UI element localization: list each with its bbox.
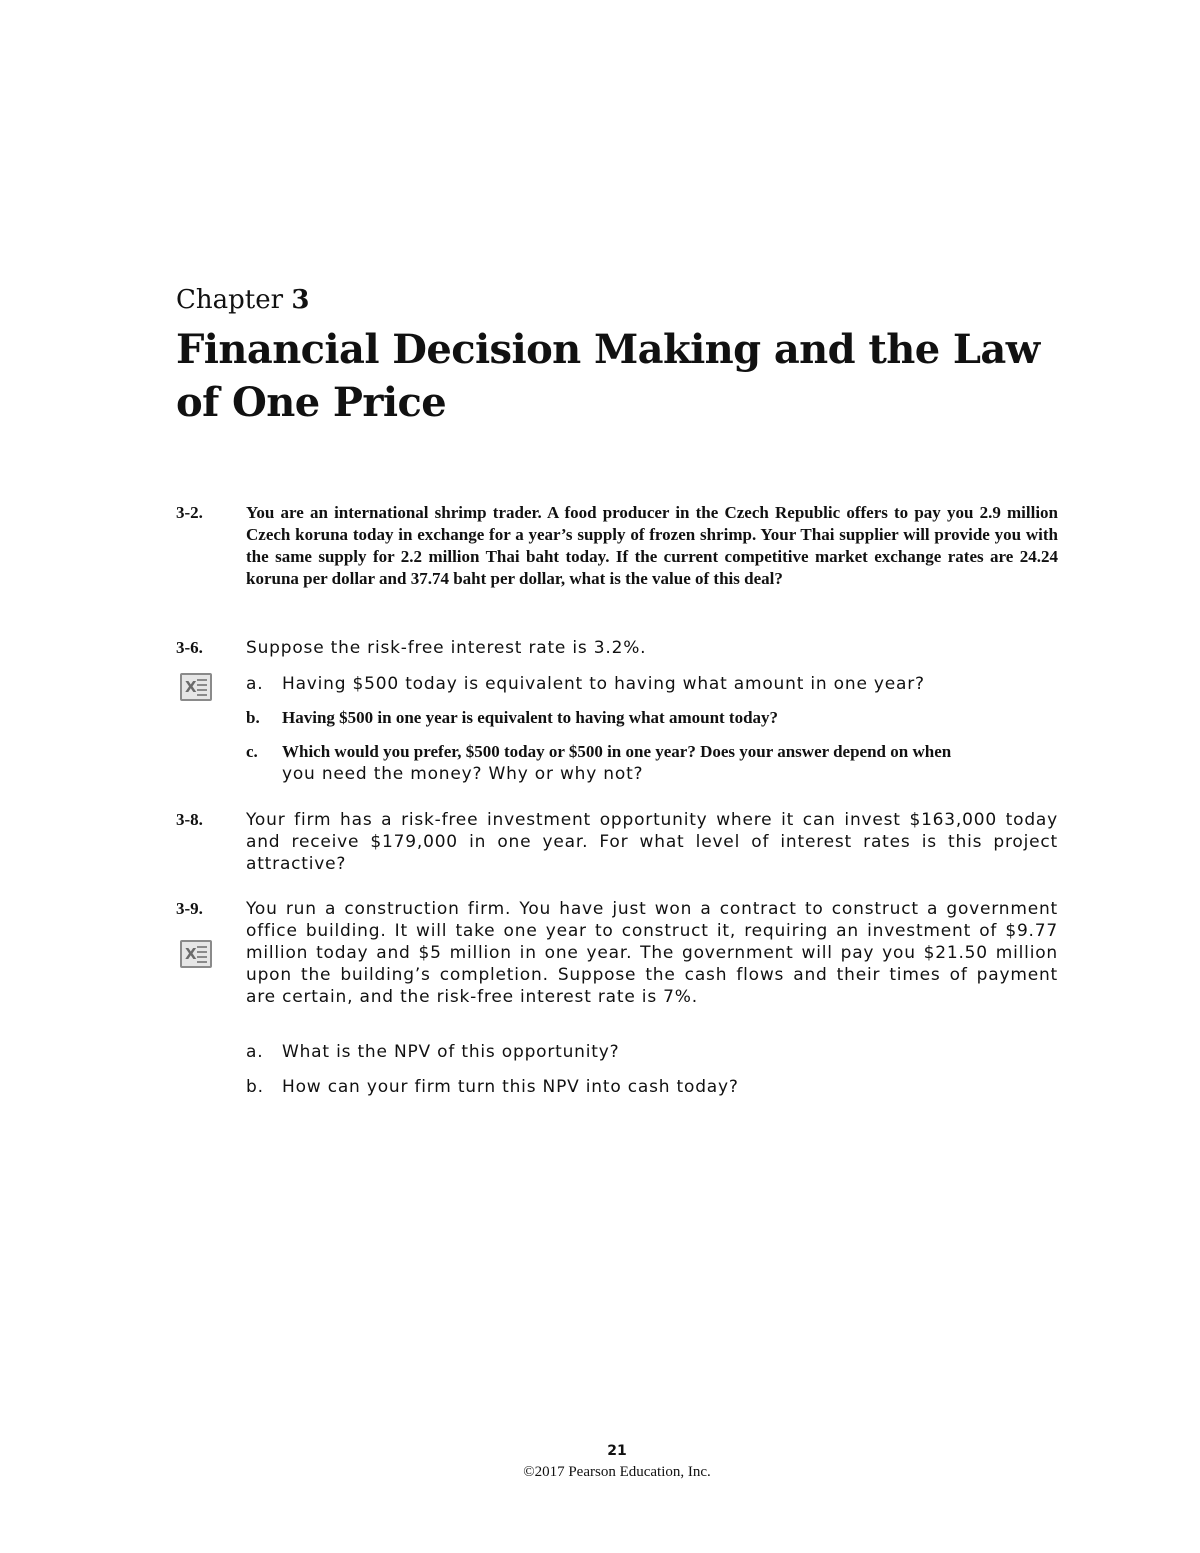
problem-3-2 <box>176 502 1058 590</box>
problem-text: Your firm has a risk-free investment opportunity where it can invest $163,000 today and receive $179,000 in one year. For what level of interest rates is this project attractive? <box>246 810 1058 874</box>
subquestion-label: a. <box>246 674 264 694</box>
subquestion-a <box>246 673 1058 695</box>
problem-3-8 <box>176 809 1058 875</box>
chapter-label <box>176 284 309 316</box>
subquestion-text-line1: Which would you prefer, $500 today or $500 in one year? Does your answer depend on when <box>282 742 952 761</box>
problem-number: 3-8. <box>176 810 203 829</box>
chapter-number: 3 <box>291 285 310 315</box>
subquestion-text: How can your firm turn this NPV into cash today? <box>282 1077 739 1097</box>
subquestion-text: Having $500 today is equivalent to having what amount in one year? <box>282 674 925 694</box>
subquestion-text: What is the NPV of this opportunity? <box>282 1042 620 1062</box>
subquestion-text: Having $500 in one year is equivalent to having what amount today? <box>282 708 779 727</box>
problem-number: 3-2. <box>176 503 203 522</box>
excel-icon[interactable]: X <box>180 673 212 701</box>
subquestion-a <box>246 1041 1058 1063</box>
subquestion-label: b. <box>246 708 260 727</box>
problem-number: 3-6. <box>176 638 203 657</box>
problem-text: You run a construction firm. You have just won a contract to construct a government office building. It will take one year to construct it, requiring an investment of $9.77 million today and $5 million in one year. The government will pay you $21.50 million upon the building’s completion. Suppose the cash flows and their times of payment are certain, and the risk-free interest rate is 7%. <box>246 899 1058 1007</box>
subquestion-text-line2: you need the money? Why or why not? <box>282 764 644 784</box>
page-number: 21 <box>607 1443 627 1459</box>
chapter-title: Financial Decision Making and the Law of One Price <box>176 326 1040 426</box>
problem-text: You are an international shrimp trader. A food producer in the Czech Republic offers to pay you 2.9 million Czech koruna today in exchange for a year’s supply of frozen shrimp. Your Thai supplier will provide you with the same supply for 2.2 million Thai baht today. If the current competitive market exchange rates are 24.24 koruna per dollar and 37.74 baht per dollar, what is the value of this deal? <box>246 503 1058 588</box>
subquestion-b <box>246 1076 1058 1098</box>
chapter-label-text: Chapter <box>176 285 284 315</box>
subquestion-c <box>246 741 1058 785</box>
problem-text: Suppose the risk-free interest rate is 3.2%. <box>246 638 647 658</box>
subquestion-label: a. <box>246 1042 264 1062</box>
subquestion-label: c. <box>246 742 258 761</box>
problem-3-6 <box>176 637 1058 659</box>
excel-icon[interactable]: X <box>180 940 212 968</box>
problem-3-9 <box>176 898 1058 1008</box>
subquestion-label: b. <box>246 1077 264 1097</box>
problem-number: 3-9. <box>176 899 203 918</box>
copyright: ©2017 Pearson Education, Inc. <box>523 1464 711 1480</box>
subquestion-b <box>246 707 1058 729</box>
